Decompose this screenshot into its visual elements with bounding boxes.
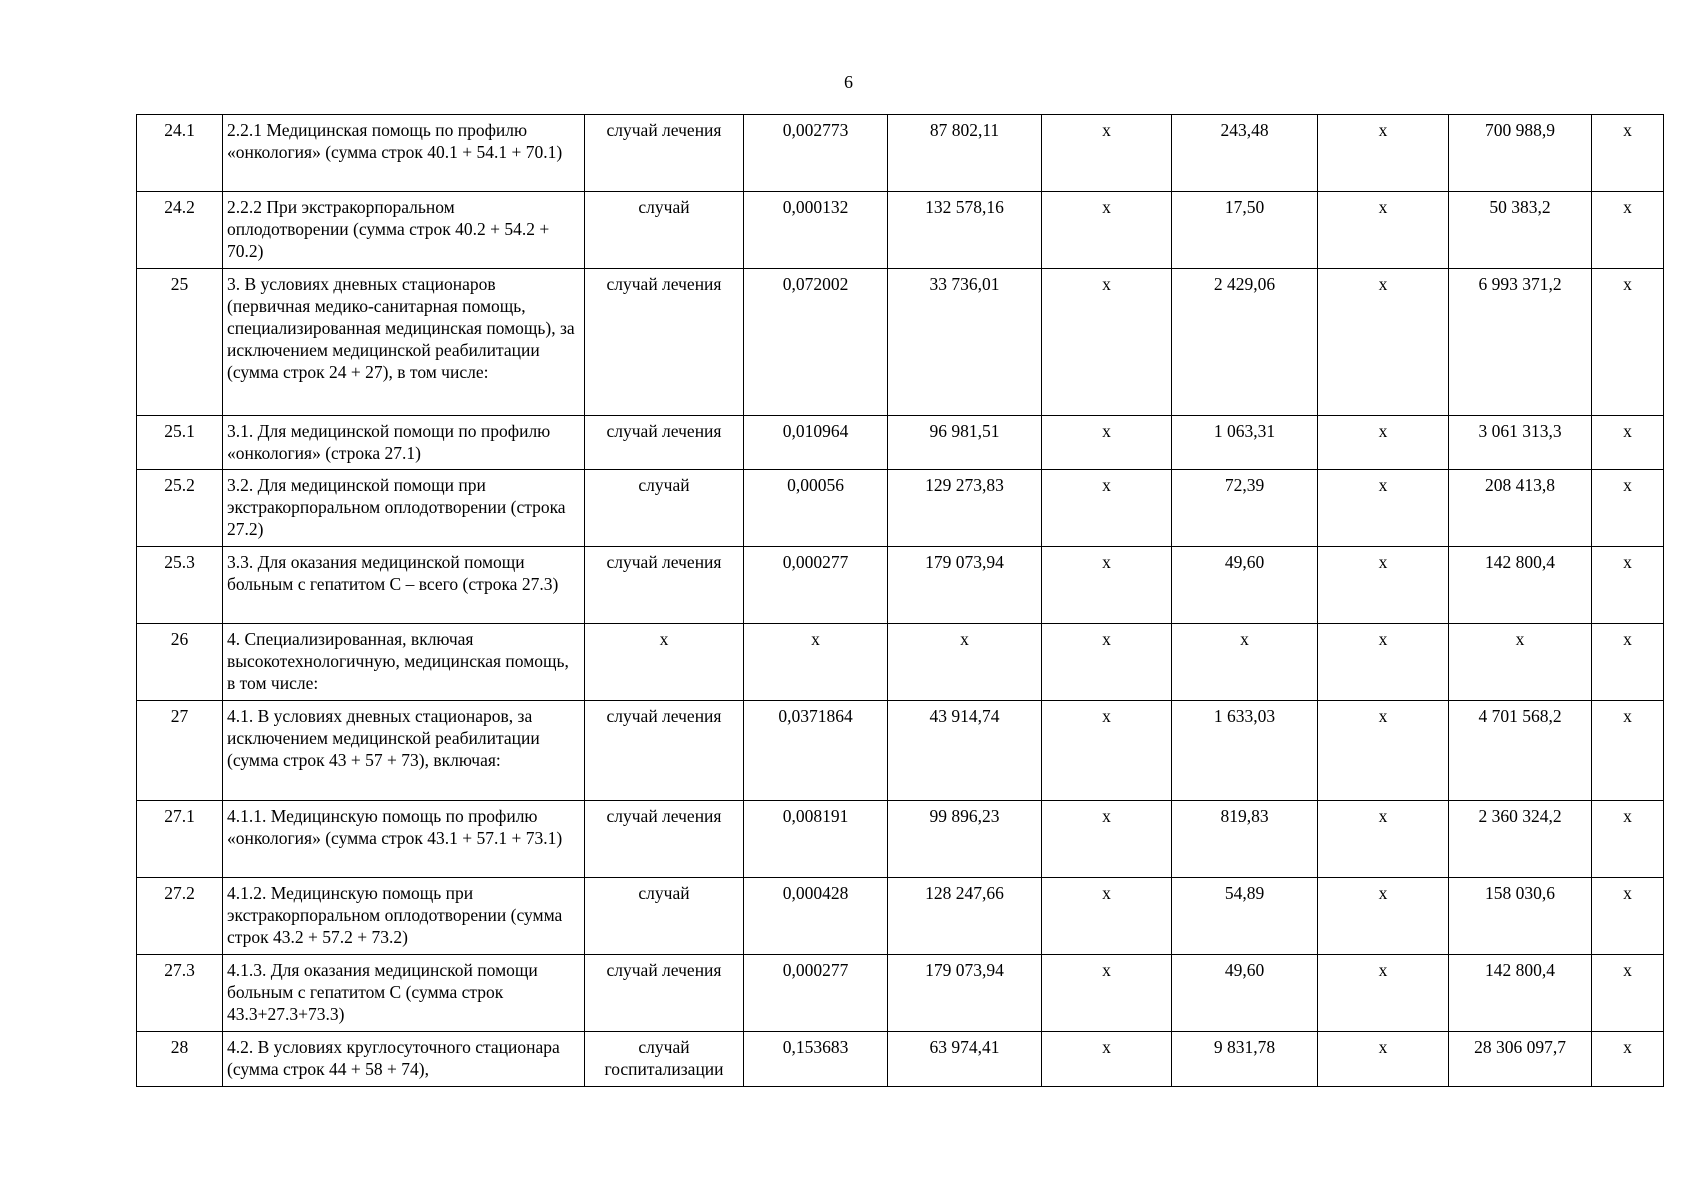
share-cell: х: [1592, 801, 1664, 878]
norm-volume-cell: 0,008191: [744, 801, 888, 878]
unit-cell: случай: [585, 878, 744, 955]
table-row: [137, 192, 1664, 269]
oms-per-capita-cell: х: [1172, 624, 1318, 701]
norm-volume-cell: 0,000428: [744, 878, 888, 955]
unit-cell: х: [585, 624, 744, 701]
row-name-cell: 4.1. В условиях дневных стационаров, за исключением медицинской реабилитации (сумма строк 43 + 57 + 73), включая:: [223, 701, 585, 801]
oms-per-capita-cell: 54,89: [1172, 878, 1318, 955]
unit-cell: случай: [585, 192, 744, 269]
oms-total-cell: 142 800,4: [1449, 547, 1592, 624]
share-cell: х: [1592, 115, 1664, 192]
norm-cost-cell: 179 073,94: [888, 955, 1042, 1032]
budget-per-capita-cell: х: [1042, 878, 1172, 955]
row-number-cell: 28: [137, 1032, 223, 1087]
oms-total-cell: 142 800,4: [1449, 955, 1592, 1032]
norm-cost-cell: х: [888, 624, 1042, 701]
oms-per-capita-cell: 9 831,78: [1172, 1032, 1318, 1087]
budget-total-cell: х: [1318, 1032, 1449, 1087]
table-row: [137, 470, 1664, 547]
budget-per-capita-cell: х: [1042, 624, 1172, 701]
budget-total-cell: х: [1318, 624, 1449, 701]
budget-per-capita-cell: х: [1042, 115, 1172, 192]
table-row: [137, 115, 1664, 192]
norm-cost-cell: 128 247,66: [888, 878, 1042, 955]
norm-cost-cell: 99 896,23: [888, 801, 1042, 878]
share-cell: х: [1592, 192, 1664, 269]
table-row: [137, 547, 1664, 624]
norm-cost-cell: 33 736,01: [888, 269, 1042, 416]
row-number-cell: 25.2: [137, 470, 223, 547]
share-cell: х: [1592, 547, 1664, 624]
table-row: [137, 801, 1664, 878]
table-body: [137, 115, 1664, 1087]
norm-cost-cell: 96 981,51: [888, 416, 1042, 470]
oms-per-capita-cell: 1 633,03: [1172, 701, 1318, 801]
budget-total-cell: х: [1318, 547, 1449, 624]
unit-cell: случай лечения: [585, 269, 744, 416]
unit-cell: случай лечения: [585, 701, 744, 801]
budget-per-capita-cell: х: [1042, 416, 1172, 470]
table-row: [137, 955, 1664, 1032]
budget-total-cell: х: [1318, 192, 1449, 269]
norm-volume-cell: 0,002773: [744, 115, 888, 192]
oms-per-capita-cell: 49,60: [1172, 955, 1318, 1032]
oms-total-cell: 4 701 568,2: [1449, 701, 1592, 801]
table-row: [137, 416, 1664, 470]
oms-per-capita-cell: 243,48: [1172, 115, 1318, 192]
share-cell: х: [1592, 878, 1664, 955]
oms-per-capita-cell: 2 429,06: [1172, 269, 1318, 416]
table-row: [137, 701, 1664, 801]
share-cell: х: [1592, 470, 1664, 547]
row-name-cell: 3.3. Для оказания медицинской помощи больным с гепатитом С – всего (строка 27.3): [223, 547, 585, 624]
table-row: [137, 624, 1664, 701]
budget-total-cell: х: [1318, 955, 1449, 1032]
unit-cell: случай: [585, 470, 744, 547]
unit-cell: случай лечения: [585, 547, 744, 624]
budget-total-cell: х: [1318, 470, 1449, 547]
row-number-cell: 27: [137, 701, 223, 801]
share-cell: х: [1592, 1032, 1664, 1087]
budget-total-cell: х: [1318, 878, 1449, 955]
row-name-cell: 3. В условиях дневных стационаров (первичная медико-санитарная помощь, специализированная медицинская помощь), за исключением медицинской реабилитации (сумма строк 24 + 27), в том числе:: [223, 269, 585, 416]
unit-cell: случай лечения: [585, 115, 744, 192]
share-cell: х: [1592, 416, 1664, 470]
budget-per-capita-cell: х: [1042, 701, 1172, 801]
budget-total-cell: х: [1318, 801, 1449, 878]
oms-per-capita-cell: 17,50: [1172, 192, 1318, 269]
oms-total-cell: 700 988,9: [1449, 115, 1592, 192]
norm-volume-cell: 0,072002: [744, 269, 888, 416]
oms-total-cell: 50 383,2: [1449, 192, 1592, 269]
row-number-cell: 25.1: [137, 416, 223, 470]
budget-per-capita-cell: х: [1042, 547, 1172, 624]
row-name-cell: 4.1.1. Медицинскую помощь по профилю «онкология» (сумма строк 43.1 + 57.1 + 73.1): [223, 801, 585, 878]
norm-volume-cell: 0,000132: [744, 192, 888, 269]
norm-cost-cell: 63 974,41: [888, 1032, 1042, 1087]
norm-volume-cell: х: [744, 624, 888, 701]
oms-per-capita-cell: 1 063,31: [1172, 416, 1318, 470]
budget-total-cell: х: [1318, 416, 1449, 470]
page-number: 6: [844, 72, 853, 92]
norm-volume-cell: 0,000277: [744, 955, 888, 1032]
budget-per-capita-cell: х: [1042, 269, 1172, 416]
norm-cost-cell: 132 578,16: [888, 192, 1042, 269]
row-name-cell: 2.2.1 Медицинская помощь по профилю «онкология» (сумма строк 40.1 + 54.1 + 70.1): [223, 115, 585, 192]
budget-per-capita-cell: х: [1042, 955, 1172, 1032]
row-number-cell: 24.1: [137, 115, 223, 192]
norm-volume-cell: 0,153683: [744, 1032, 888, 1087]
norm-volume-cell: 0,010964: [744, 416, 888, 470]
row-number-cell: 24.2: [137, 192, 223, 269]
oms-per-capita-cell: 49,60: [1172, 547, 1318, 624]
table-row: [137, 1032, 1664, 1087]
budget-per-capita-cell: х: [1042, 1032, 1172, 1087]
data-table: [136, 114, 1664, 1087]
oms-total-cell: 28 306 097,7: [1449, 1032, 1592, 1087]
budget-per-capita-cell: х: [1042, 801, 1172, 878]
row-number-cell: 27.3: [137, 955, 223, 1032]
budget-total-cell: х: [1318, 701, 1449, 801]
norm-cost-cell: 129 273,83: [888, 470, 1042, 547]
norm-cost-cell: 179 073,94: [888, 547, 1042, 624]
budget-total-cell: х: [1318, 115, 1449, 192]
share-cell: х: [1592, 701, 1664, 801]
row-number-cell: 27.2: [137, 878, 223, 955]
oms-total-cell: 158 030,6: [1449, 878, 1592, 955]
norm-volume-cell: 0,0371864: [744, 701, 888, 801]
table-row: [137, 269, 1664, 416]
oms-total-cell: 3 061 313,3: [1449, 416, 1592, 470]
share-cell: х: [1592, 624, 1664, 701]
budget-per-capita-cell: х: [1042, 192, 1172, 269]
norm-cost-cell: 87 802,11: [888, 115, 1042, 192]
row-name-cell: 3.2. Для медицинской помощи при экстракорпоральном оплодотворении (строка 27.2): [223, 470, 585, 547]
share-cell: х: [1592, 955, 1664, 1032]
unit-cell: случай госпитализации: [585, 1032, 744, 1087]
row-number-cell: 25: [137, 269, 223, 416]
oms-total-cell: 2 360 324,2: [1449, 801, 1592, 878]
oms-total-cell: х: [1449, 624, 1592, 701]
unit-cell: случай лечения: [585, 416, 744, 470]
row-name-cell: 4.1.3. Для оказания медицинской помощи больным с гепатитом С (сумма строк 43.3+27.3+73.3): [223, 955, 585, 1032]
oms-per-capita-cell: 72,39: [1172, 470, 1318, 547]
row-number-cell: 27.1: [137, 801, 223, 878]
norm-volume-cell: 0,000277: [744, 547, 888, 624]
oms-total-cell: 6 993 371,2: [1449, 269, 1592, 416]
oms-total-cell: 208 413,8: [1449, 470, 1592, 547]
row-name-cell: 2.2.2 При экстракорпоральном оплодотворении (сумма строк 40.2 + 54.2 + 70.2): [223, 192, 585, 269]
row-name-cell: 3.1. Для медицинской помощи по профилю «онкология» (строка 27.1): [223, 416, 585, 470]
row-number-cell: 25.3: [137, 547, 223, 624]
row-number-cell: 26: [137, 624, 223, 701]
row-name-cell: 4.1.2. Медицинскую помощь при экстракорпоральном оплодотворении (сумма строк 43.2 + 57.2 + 73.2): [223, 878, 585, 955]
table-row: [137, 878, 1664, 955]
norm-cost-cell: 43 914,74: [888, 701, 1042, 801]
unit-cell: случай лечения: [585, 801, 744, 878]
row-name-cell: 4. Специализированная, включая высокотехнологичную, медицинская помощь, в том числе:: [223, 624, 585, 701]
share-cell: х: [1592, 269, 1664, 416]
norm-volume-cell: 0,00056: [744, 470, 888, 547]
budget-total-cell: х: [1318, 269, 1449, 416]
unit-cell: случай лечения: [585, 955, 744, 1032]
row-name-cell: 4.2. В условиях круглосуточного стационара (сумма строк 44 + 58 + 74),: [223, 1032, 585, 1087]
budget-per-capita-cell: х: [1042, 470, 1172, 547]
oms-per-capita-cell: 819,83: [1172, 801, 1318, 878]
